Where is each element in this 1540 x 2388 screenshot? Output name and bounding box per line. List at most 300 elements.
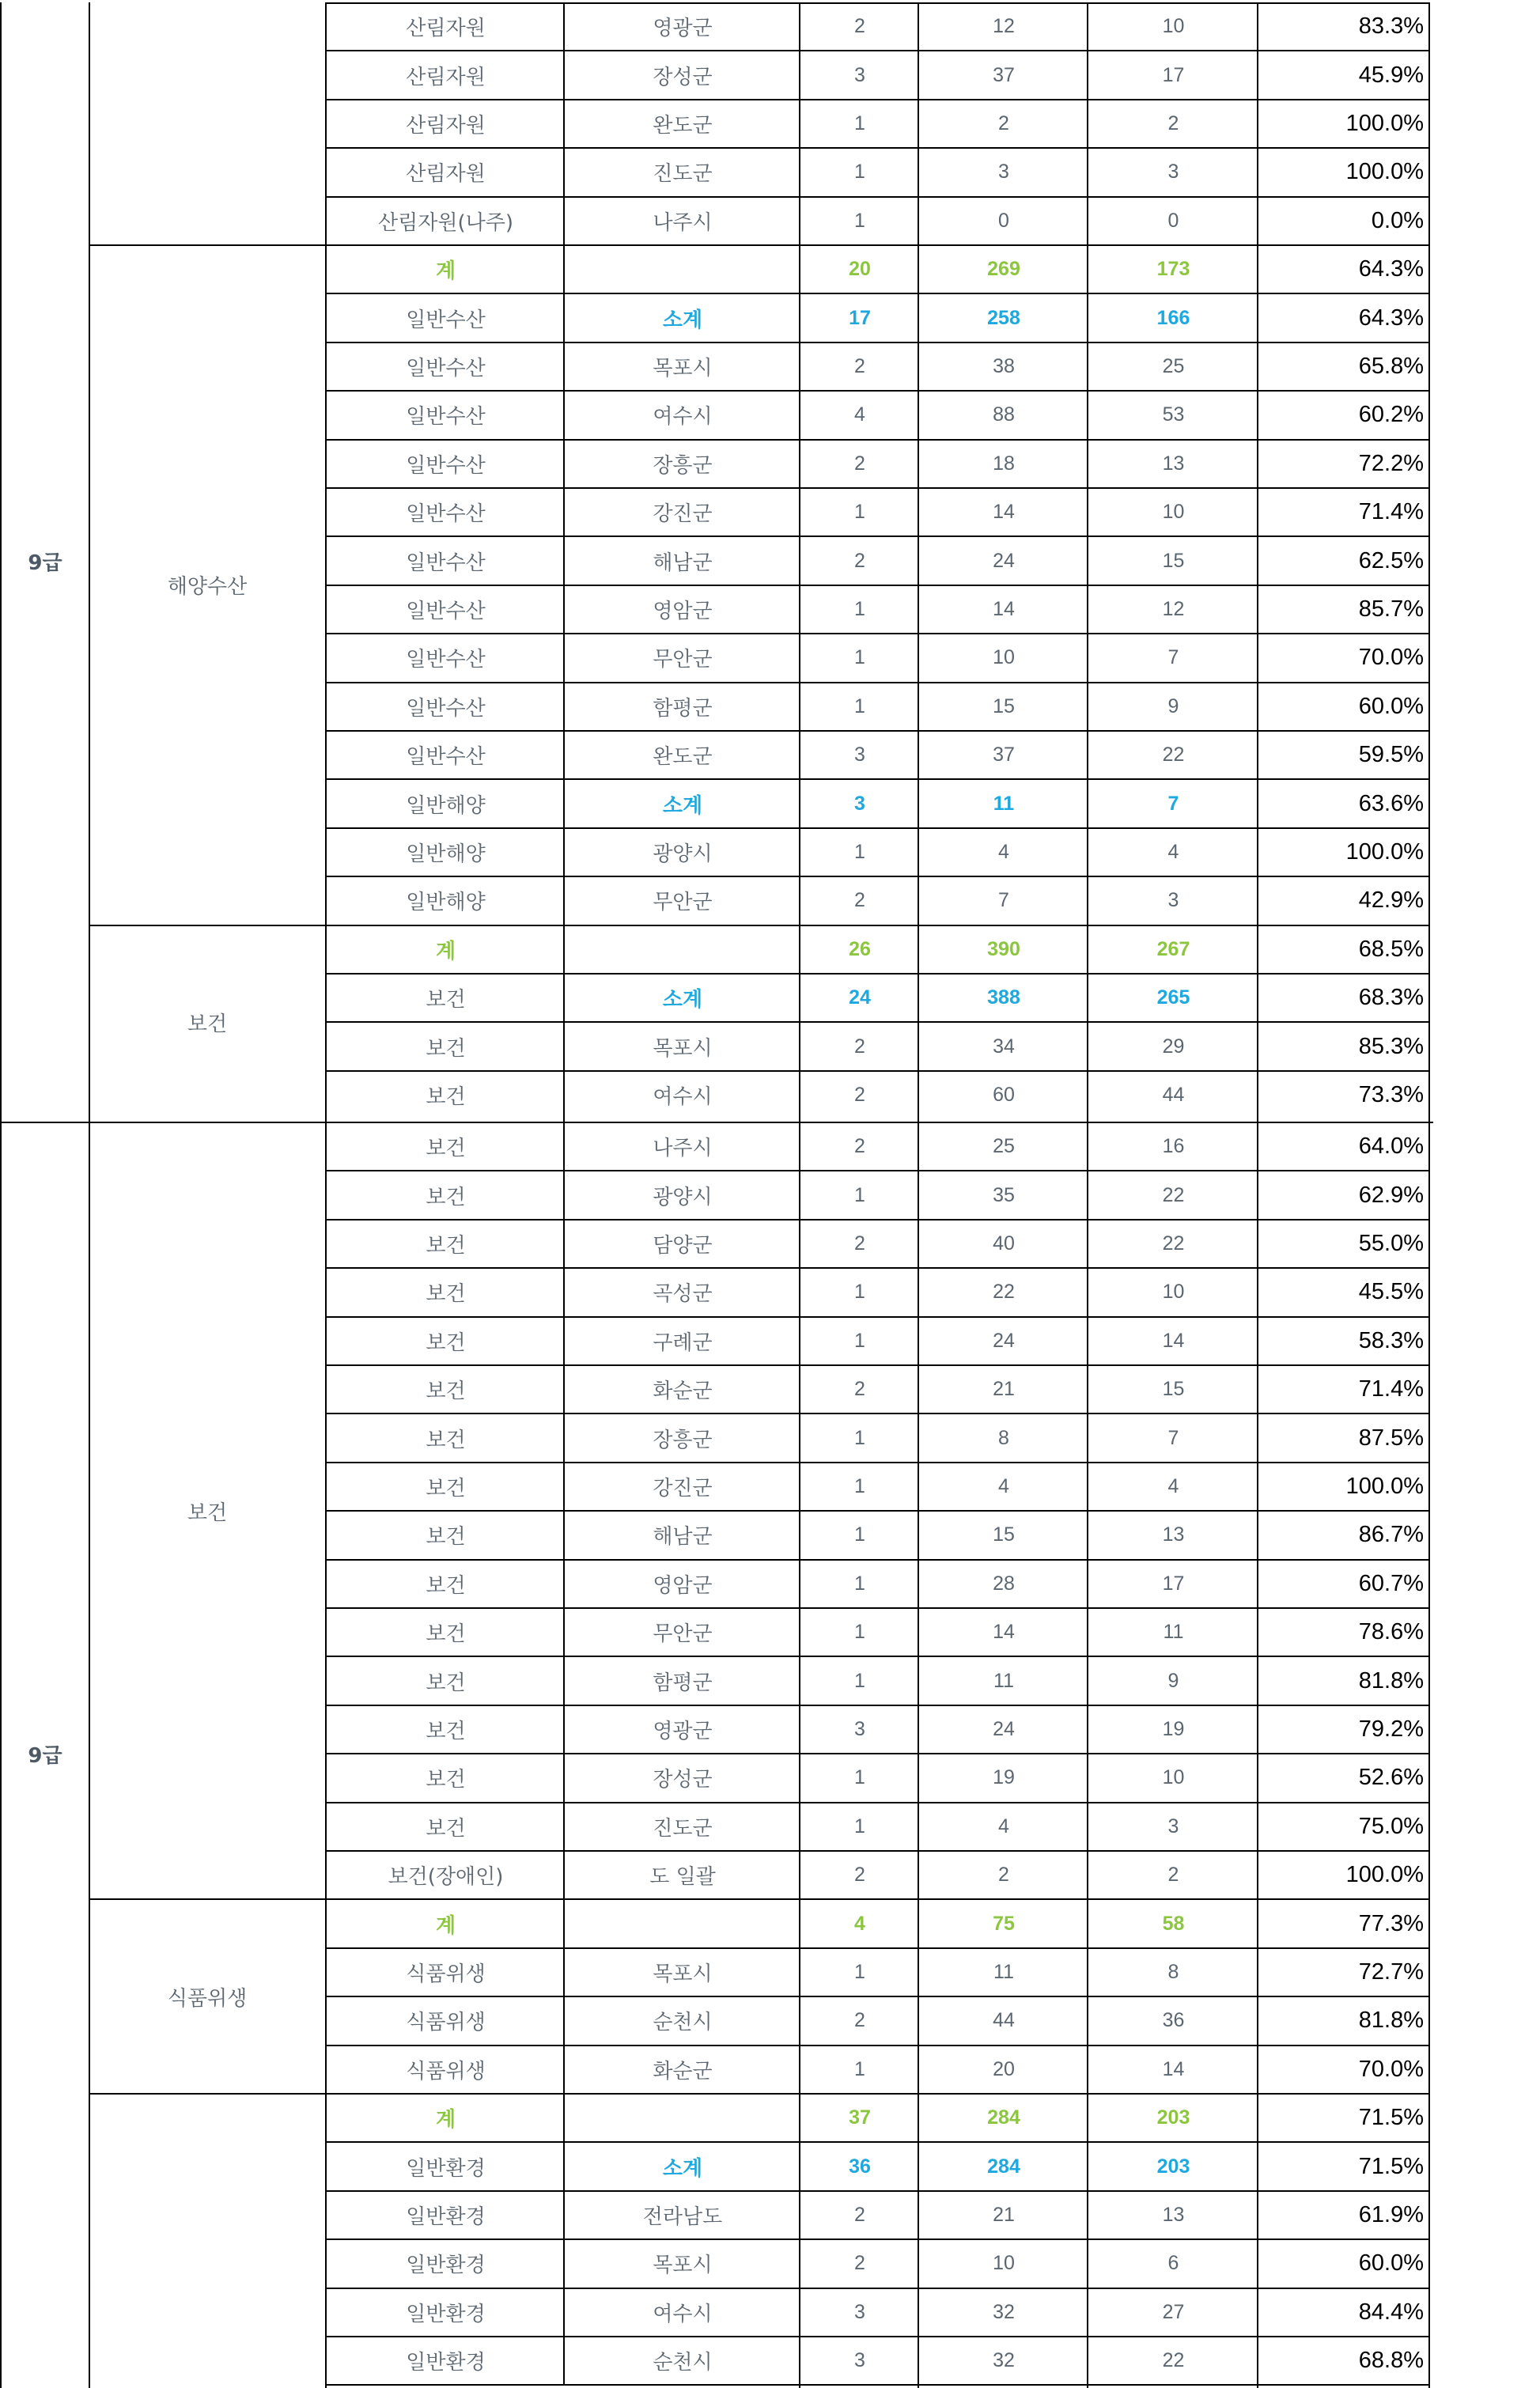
examinee-count-cell: 0	[1167, 209, 1179, 232]
examinee-count-cell: 14	[1162, 2057, 1185, 2080]
grid-line	[799, 2, 800, 1122]
rate-cell: 100.0%	[1345, 838, 1424, 865]
table-row	[0, 1122, 1433, 2388]
area-cell: 구례군	[653, 1330, 713, 1355]
rate-cell: 68.5%	[1358, 936, 1424, 962]
recruit-count-cell: 2	[854, 2203, 865, 2226]
area-cell: 무안군	[653, 648, 713, 672]
category-cell: 일반수산	[406, 551, 486, 575]
rate-cell: 59.5%	[1358, 742, 1424, 768]
rate-cell: 83.3%	[1358, 13, 1424, 40]
department-cell: 보건	[187, 1501, 228, 1525]
grid-line	[326, 2336, 1430, 2337]
examinee-count-cell: 17	[1162, 1572, 1185, 1595]
rate-cell: 100.0%	[1345, 1862, 1424, 1888]
rate-cell: 78.6%	[1358, 1619, 1424, 1645]
area-cell: 영광군	[653, 17, 713, 41]
category-cell: 보건	[426, 1084, 466, 1109]
rate-cell: 60.0%	[1358, 693, 1424, 719]
category-cell: 일반수산	[406, 745, 486, 770]
category-cell: 보건	[426, 1428, 466, 1452]
area-cell: 도 일괄	[649, 1865, 716, 1890]
applicant-count-cell: 15	[993, 1523, 1015, 1546]
applicant-count-cell: 24	[993, 549, 1015, 572]
applicant-count-cell: 32	[993, 2300, 1015, 2323]
applicant-count-cell: 24	[993, 1717, 1015, 1740]
recruit-count-cell: 1	[854, 1669, 865, 1692]
category-cell: 일반수산	[406, 648, 486, 672]
category-cell: 식품위생	[406, 2059, 486, 2083]
grid-line	[326, 2, 1430, 4]
recruit-count-cell: 1	[854, 1572, 865, 1595]
category-cell: 보건	[426, 1816, 466, 1841]
rate-cell: 0.0%	[1371, 207, 1424, 233]
recruit-count-cell: 17	[849, 306, 871, 329]
examinee-count-cell: 16	[1162, 1135, 1185, 1158]
category-cell: 계	[435, 1913, 456, 1938]
rate-cell: 64.3%	[1358, 256, 1424, 282]
area-cell: 소계	[662, 2156, 703, 2181]
recruit-count-cell: 2	[854, 452, 865, 475]
examinee-count-cell: 22	[1162, 744, 1185, 766]
examinee-count-cell: 173	[1156, 258, 1190, 281]
recruit-count-cell: 3	[854, 1717, 865, 1740]
applicant-count-cell: 14	[993, 501, 1015, 524]
applicant-count-cell: 12	[993, 15, 1015, 38]
examinee-count-cell: 7	[1167, 646, 1179, 669]
applicant-count-cell: 4	[998, 840, 1009, 863]
examinee-count-cell: 22	[1162, 2349, 1185, 2372]
recruit-count-cell: 2	[854, 354, 865, 377]
examinee-count-cell: 10	[1162, 1766, 1185, 1789]
grid-line	[326, 1070, 1430, 1072]
department-cell: 해양수산	[167, 575, 248, 600]
recruit-count-cell: 1	[854, 1766, 865, 1789]
grid-line	[1087, 1122, 1088, 2388]
category-cell: 일반해양	[406, 842, 486, 866]
rate-cell: 68.3%	[1358, 985, 1424, 1011]
examinee-count-cell: 25	[1162, 354, 1185, 377]
examinee-count-cell: 29	[1162, 1035, 1185, 1058]
category-cell: 보건	[426, 1768, 466, 1792]
examinee-count-cell: 36	[1162, 2009, 1185, 2032]
applicant-count-cell: 11	[993, 1960, 1014, 1983]
grid-line	[563, 1122, 565, 2385]
applicant-count-cell: 4	[998, 1815, 1009, 1837]
recruit-count-cell: 1	[854, 1281, 865, 1304]
rate-cell: 71.5%	[1358, 2105, 1424, 2131]
grid-line	[325, 1122, 327, 2388]
recruit-count-cell: 1	[854, 646, 865, 669]
recruit-count-cell: 2	[854, 1083, 865, 1106]
recruit-count-cell: 26	[849, 937, 871, 960]
area-cell: 소계	[662, 793, 703, 818]
recruit-count-cell: 36	[849, 2155, 871, 2178]
recruit-count-cell: 1	[854, 1474, 865, 1497]
applicant-count-cell: 3	[998, 161, 1009, 184]
grid-line	[1257, 1122, 1258, 2388]
applicant-count-cell: 75	[993, 1912, 1015, 1935]
applicant-count-cell: 4	[998, 1474, 1009, 1497]
area-cell: 여수시	[653, 2302, 713, 2326]
recruit-count-cell: 3	[854, 63, 865, 86]
applicant-count-cell: 24	[993, 1329, 1015, 1352]
area-cell: 강진군	[653, 1476, 713, 1501]
applicant-count-cell: 8	[998, 1426, 1009, 1449]
area-cell: 무안군	[653, 891, 713, 915]
area-cell: 장성군	[653, 65, 713, 89]
recruit-count-cell: 20	[849, 258, 871, 281]
rate-cell: 81.8%	[1358, 1667, 1424, 1694]
examinee-count-cell: 11	[1163, 1621, 1184, 1644]
area-cell: 강진군	[653, 502, 713, 527]
category-cell: 일반수산	[406, 356, 486, 380]
examinee-count-cell: 3	[1167, 889, 1179, 912]
rate-cell: 72.7%	[1358, 1958, 1424, 1985]
grid-line	[1257, 2, 1258, 1122]
category-cell: 산림자원	[406, 113, 486, 138]
applicant-count-cell: 269	[987, 258, 1020, 281]
category-cell: 보건	[426, 1036, 466, 1061]
applicant-count-cell: 21	[993, 2203, 1015, 2226]
category-cell: 보건	[426, 1233, 466, 1258]
recruit-count-cell: 1	[854, 1329, 865, 1352]
grid-line	[89, 2, 90, 1122]
department-cell: 보건	[187, 1012, 228, 1036]
category-cell: 보건	[426, 1671, 466, 1695]
recruit-count-cell: 1	[854, 1523, 865, 1546]
recruit-count-cell: 1	[854, 1183, 865, 1206]
applicant-count-cell: 10	[993, 2252, 1015, 2275]
rate-cell: 60.0%	[1358, 2250, 1424, 2276]
recruit-count-cell: 1	[854, 501, 865, 524]
table-row	[0, 2, 1433, 1122]
recruit-count-cell: 1	[854, 694, 865, 717]
applicant-count-cell: 390	[987, 937, 1020, 960]
category-cell: 계	[435, 259, 456, 284]
area-cell: 목포시	[653, 1036, 713, 1061]
area-cell: 나주시	[653, 1137, 713, 1161]
rate-cell: 72.2%	[1358, 450, 1424, 476]
area-cell: 담양군	[653, 1233, 713, 1258]
applicant-count-cell: 284	[987, 2155, 1020, 2178]
category-cell: 보건	[426, 1137, 466, 1161]
area-cell: 전라남도	[642, 2204, 723, 2229]
applicant-count-cell: 32	[993, 2349, 1015, 2372]
area-cell: 영암군	[653, 1573, 713, 1598]
grid-line	[1087, 2, 1088, 1122]
category-cell: 일반수산	[406, 308, 486, 332]
category-cell: 일반환경	[406, 2351, 486, 2375]
grade-cell: 9급	[28, 1743, 62, 1768]
examinee-count-cell: 53	[1162, 403, 1185, 426]
examinee-count-cell: 19	[1162, 1717, 1185, 1740]
category-cell: 보건	[426, 1330, 466, 1355]
recruit-count-cell: 1	[854, 1960, 865, 1983]
applicant-count-cell: 18	[993, 452, 1015, 475]
category-cell: 일반수산	[406, 502, 486, 527]
examinee-count-cell: 15	[1162, 549, 1185, 572]
applicant-count-cell: 284	[987, 2106, 1020, 2129]
applicant-count-cell: 37	[993, 744, 1015, 766]
examinee-count-cell: 3	[1167, 1815, 1179, 1837]
recruit-count-cell: 3	[854, 2349, 865, 2372]
rate-cell: 100.0%	[1345, 110, 1424, 136]
examinee-count-cell: 14	[1162, 1329, 1185, 1352]
category-cell: 일반환경	[406, 2204, 486, 2229]
area-cell: 광양시	[653, 1185, 713, 1209]
recruit-count-cell: 1	[854, 597, 865, 620]
examinee-count-cell: 166	[1156, 306, 1190, 329]
examinee-count-cell: 10	[1162, 501, 1185, 524]
examinee-count-cell: 10	[1162, 1281, 1185, 1304]
area-cell: 순천시	[653, 2351, 713, 2375]
applicant-count-cell: 21	[993, 1378, 1015, 1401]
area-cell: 장흥군	[653, 1428, 713, 1452]
rate-cell: 55.0%	[1358, 1230, 1424, 1256]
rate-cell: 45.5%	[1358, 1279, 1424, 1305]
examinee-count-cell: 8	[1167, 1960, 1179, 1983]
recruit-count-cell: 2	[854, 889, 865, 912]
examinee-count-cell: 27	[1162, 2300, 1185, 2323]
recruit-count-cell: 1	[854, 1426, 865, 1449]
rate-cell: 71.4%	[1358, 499, 1424, 525]
grid-line	[799, 1122, 800, 2388]
category-cell: 일반환경	[406, 2156, 486, 2181]
rate-cell: 71.5%	[1358, 2153, 1424, 2179]
examinee-count-cell: 13	[1162, 452, 1185, 475]
applicant-count-cell: 25	[993, 1135, 1015, 1158]
examinee-count-cell: 10	[1162, 15, 1185, 38]
rate-cell: 85.3%	[1358, 1033, 1424, 1059]
recruit-count-cell: 2	[854, 2009, 865, 2032]
category-cell: 일반수산	[406, 453, 486, 478]
applicant-count-cell: 37	[993, 63, 1015, 86]
applicant-count-cell: 44	[993, 2009, 1015, 2032]
examinee-count-cell: 203	[1156, 2106, 1190, 2129]
examinee-count-cell: 2	[1167, 1864, 1179, 1887]
applicant-count-cell: 40	[993, 1232, 1015, 1255]
grid-line	[918, 2, 919, 1122]
area-cell: 함평군	[653, 1671, 713, 1695]
rate-cell: 79.2%	[1358, 1716, 1424, 1742]
category-cell: 식품위생	[406, 1962, 486, 1986]
area-cell: 진도군	[653, 1816, 713, 1841]
rate-cell: 52.6%	[1358, 1765, 1424, 1791]
area-cell: 장성군	[653, 1768, 713, 1792]
examinee-count-cell: 203	[1156, 2155, 1190, 2178]
examinee-count-cell: 265	[1156, 986, 1190, 1009]
recruit-count-cell: 2	[854, 15, 865, 38]
applicant-count-cell: 60	[993, 1083, 1015, 1106]
rate-cell: 86.7%	[1358, 1522, 1424, 1548]
recruit-count-cell: 2	[854, 1378, 865, 1401]
category-cell: 보건(장애인)	[388, 1865, 504, 1890]
applicant-count-cell: 15	[993, 694, 1015, 717]
applicant-count-cell: 88	[993, 403, 1015, 426]
examinee-count-cell: 267	[1156, 937, 1190, 960]
applicant-count-cell: 11	[993, 792, 1015, 815]
examinee-count-cell: 4	[1167, 840, 1179, 863]
area-cell: 여수시	[653, 1084, 713, 1109]
rate-cell: 75.0%	[1358, 1813, 1424, 1839]
recruit-count-cell: 4	[854, 403, 865, 426]
recruit-count-cell: 1	[854, 2057, 865, 2080]
department-cell: 식품위생	[167, 1986, 248, 2011]
rate-cell: 65.8%	[1358, 353, 1424, 379]
category-cell: 일반수산	[406, 405, 486, 430]
recruit-count-cell: 2	[854, 1864, 865, 1887]
category-cell: 계	[435, 2108, 456, 2133]
applicant-count-cell: 388	[987, 986, 1020, 1009]
examinee-count-cell: 44	[1162, 1083, 1185, 1106]
rate-cell: 64.3%	[1358, 305, 1424, 331]
applicant-count-cell: 11	[993, 1669, 1014, 1692]
area-cell: 무안군	[653, 1622, 713, 1647]
category-cell: 일반수산	[406, 696, 486, 721]
area-cell: 순천시	[653, 2011, 713, 2035]
recruit-count-cell: 1	[854, 209, 865, 232]
applicant-count-cell: 7	[998, 889, 1009, 912]
category-cell: 일반해양	[406, 891, 486, 915]
area-cell: 곡성군	[653, 1282, 713, 1307]
area-cell: 장흥군	[653, 453, 713, 478]
applicant-count-cell: 38	[993, 354, 1015, 377]
area-cell: 여수시	[653, 405, 713, 430]
grid-line	[918, 1122, 919, 2388]
area-cell: 함평군	[653, 696, 713, 721]
category-cell: 산림자원(나주)	[378, 210, 513, 235]
grid-line	[325, 2, 327, 1122]
rate-cell: 64.0%	[1358, 1133, 1424, 1160]
area-cell: 영광군	[653, 1719, 713, 1743]
area-cell: 영암군	[653, 599, 713, 623]
area-cell: 화순군	[653, 1379, 713, 1404]
rate-cell: 45.9%	[1358, 62, 1424, 88]
rate-cell: 61.9%	[1358, 2201, 1424, 2227]
area-cell: 진도군	[653, 162, 713, 187]
grid-line	[0, 1122, 2, 2388]
rate-cell: 100.0%	[1345, 1473, 1424, 1499]
category-cell: 보건	[426, 1719, 466, 1743]
recruit-count-cell: 1	[854, 112, 865, 134]
applicant-count-cell: 2	[998, 1864, 1009, 1887]
rate-cell: 63.6%	[1358, 790, 1424, 816]
recruit-count-cell: 3	[854, 792, 865, 815]
applicant-count-cell: 28	[993, 1572, 1015, 1595]
category-cell: 식품위생	[406, 2011, 486, 2035]
area-cell: 목포시	[653, 2254, 713, 2278]
recruit-count-cell: 2	[854, 549, 865, 572]
area-cell: 목포시	[653, 356, 713, 380]
category-cell: 일반수산	[406, 599, 486, 623]
grid-line	[1428, 1122, 1430, 2388]
area-cell: 화순군	[653, 2059, 713, 2083]
rate-cell: 100.0%	[1345, 159, 1424, 185]
table-segment	[0, 2, 1433, 1122]
rate-cell: 68.8%	[1358, 2348, 1424, 2374]
examinee-count-cell: 13	[1162, 2203, 1185, 2226]
examinee-count-cell: 7	[1167, 1426, 1179, 1449]
rate-cell: 70.0%	[1358, 2056, 1424, 2082]
grade-cell: 9급	[28, 551, 62, 575]
grid-line	[0, 2, 2, 1122]
recruit-count-cell: 24	[849, 986, 871, 1009]
category-cell: 산림자원	[406, 17, 486, 41]
rate-cell: 62.9%	[1358, 1182, 1424, 1208]
examinee-count-cell: 22	[1162, 1183, 1185, 1206]
examinee-count-cell: 6	[1167, 2252, 1179, 2275]
category-cell: 보건	[426, 988, 466, 1012]
recruit-count-cell: 37	[849, 2106, 871, 2129]
examinee-count-cell: 7	[1167, 792, 1179, 815]
category-cell: 보건	[426, 1622, 466, 1647]
rate-cell: 58.3%	[1358, 1327, 1424, 1353]
recruit-count-cell: 3	[854, 744, 865, 766]
recruit-count-cell: 2	[854, 1135, 865, 1158]
category-cell: 보건	[426, 1525, 466, 1550]
category-cell: 보건	[426, 1282, 466, 1307]
category-cell: 일반환경	[406, 2254, 486, 2278]
area-cell: 해남군	[653, 1525, 713, 1550]
category-cell: 일반해양	[406, 793, 486, 818]
category-cell: 산림자원	[406, 162, 486, 187]
examinee-count-cell: 58	[1162, 1912, 1185, 1935]
rate-cell: 85.7%	[1358, 596, 1424, 622]
grid-line	[89, 1122, 90, 2388]
recruit-count-cell: 1	[854, 1621, 865, 1644]
examinee-count-cell: 4	[1167, 1474, 1179, 1497]
area-cell: 완도군	[653, 745, 713, 770]
recruit-count-cell: 2	[854, 1035, 865, 1058]
category-cell: 일반환경	[406, 2302, 486, 2326]
applicant-count-cell: 20	[993, 2057, 1015, 2080]
recruit-count-cell: 1	[854, 1815, 865, 1837]
recruit-count-cell: 1	[854, 840, 865, 863]
category-cell: 보건	[426, 1476, 466, 1501]
rate-cell: 70.0%	[1358, 645, 1424, 671]
examinee-count-cell: 17	[1162, 63, 1185, 86]
grid-line	[1428, 2, 1430, 1122]
examinee-count-cell: 9	[1167, 1669, 1179, 1692]
grid-line	[563, 2, 565, 1122]
rate-cell: 77.3%	[1358, 1910, 1424, 1936]
applicant-count-cell: 14	[993, 1621, 1015, 1644]
rate-cell: 42.9%	[1358, 887, 1424, 914]
applicant-count-cell: 2	[998, 112, 1009, 134]
category-cell: 보건	[426, 1379, 466, 1404]
applicant-count-cell: 35	[993, 1183, 1015, 1206]
applicant-count-cell: 14	[993, 597, 1015, 620]
examinee-count-cell: 2	[1167, 112, 1179, 134]
examinee-count-cell: 15	[1162, 1378, 1185, 1401]
category-cell: 보건	[426, 1573, 466, 1598]
category-cell: 계	[435, 939, 456, 963]
applicant-count-cell: 22	[993, 1281, 1015, 1304]
area-cell: 소계	[662, 308, 703, 332]
rate-cell: 60.2%	[1358, 402, 1424, 428]
applicant-count-cell: 0	[998, 209, 1009, 232]
category-cell: 산림자원	[406, 65, 486, 89]
recruit-count-cell: 3	[854, 2300, 865, 2323]
recruit-count-cell: 2	[854, 1232, 865, 1255]
category-cell: 보건	[426, 1185, 466, 1209]
rate-cell: 73.3%	[1358, 1081, 1424, 1107]
rate-cell: 84.4%	[1358, 2299, 1424, 2325]
rate-cell: 71.4%	[1358, 1376, 1424, 1402]
examinee-count-cell: 3	[1167, 161, 1179, 184]
table-segment	[0, 1122, 1433, 2388]
